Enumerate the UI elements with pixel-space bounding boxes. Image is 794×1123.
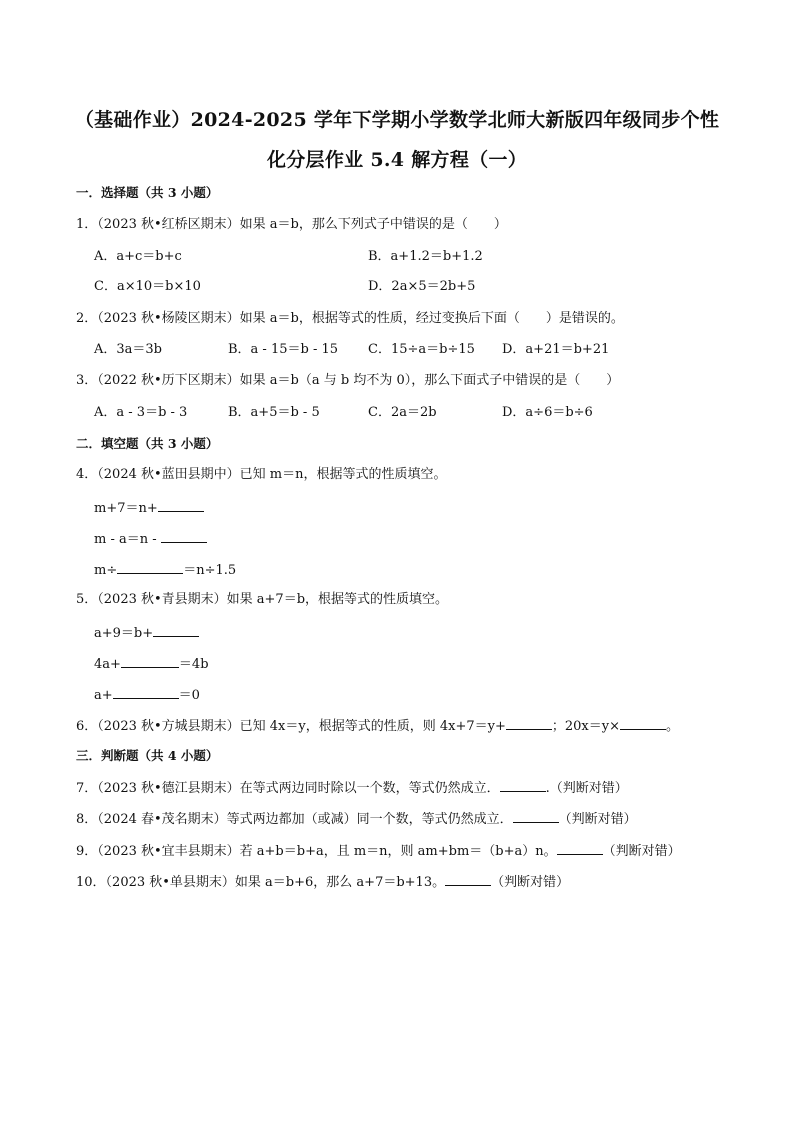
question-2-stem: 2．（2023 秋•杨陵区期末）如果 a＝b，根据等式的性质，经过变换后下面（ ）是错误的。	[76, 311, 624, 326]
question-5-line-1-text: a+9＝b+	[94, 626, 154, 641]
question-5-line-2	[94, 655, 209, 673]
question-2-option-b: B．a - 15＝b - 15	[228, 342, 339, 357]
question-4-stem: 4．（2024 秋•蓝田县期中）已知 m＝n，根据等式的性质填空。	[76, 467, 447, 482]
answer-blank[interactable]	[620, 717, 666, 730]
answer-blank[interactable]	[557, 842, 603, 855]
question-7-text-b: .（判断对错）	[545, 781, 628, 796]
question-4-line-1-text: m+7＝n+	[94, 501, 158, 516]
question-8-text-a: 8．（2024 春•茂名期末）等式两边都加（或减）同一个数，等式仍然成立．	[76, 812, 513, 827]
question-3-option-b: B．a+5＝b - 5	[228, 405, 320, 420]
answer-blank[interactable]	[117, 561, 183, 574]
question-5-line-3	[94, 686, 200, 704]
question-6-text-c: 。	[666, 719, 680, 734]
question-1-stem: 1．（2023 秋•红桥区期末）如果 a＝b，那么下列式子中错误的是（ ）	[76, 217, 507, 232]
question-1-option-b: B．a+1.2＝b+1.2	[368, 249, 483, 264]
answer-blank[interactable]	[158, 499, 204, 512]
question-2-option-c: C．15÷a＝b÷15	[368, 342, 475, 357]
question-10-text-a: 10．（2023 秋•单县期末）如果 a＝b+6，那么 a+7＝b+13。	[76, 875, 446, 890]
answer-blank[interactable]	[513, 810, 559, 823]
question-1-option-a: A．a+c＝b+c	[94, 249, 182, 264]
question-4-line-1	[94, 499, 204, 517]
question-4-line-2	[94, 530, 207, 548]
question-10-text-b: （判断对错）	[491, 875, 570, 890]
question-3-option-a: A．a - 3＝b - 3	[94, 405, 188, 420]
document-title-line-2: 化分层作业 5.4 解方程（一）	[266, 149, 528, 171]
question-1-option-c: C．a×10＝b×10	[94, 279, 201, 294]
section-heading-fill-blank: 二．填空题（共 3 小题）	[76, 436, 219, 451]
answer-blank[interactable]	[500, 779, 546, 792]
question-4-line-3	[94, 561, 236, 579]
answer-blank[interactable]	[113, 686, 179, 699]
answer-blank[interactable]	[506, 717, 552, 730]
question-4-line-3-text-a: m÷	[94, 563, 118, 578]
question-5-line-3-text-b: ＝0	[178, 688, 200, 703]
question-3-stem: 3．（2022 秋•历下区期末）如果 a＝b（a 与 b 均不为 0），那么下面式子中错误的是（ ）	[76, 373, 620, 388]
document-title-line-1: （基础作业）2024-2025 学年下学期小学数学北师大新版四年级同步个性	[74, 109, 720, 131]
question-5-stem: 5．（2023 秋•青县期末）如果 a+7＝b，根据等式的性质填空。	[76, 592, 449, 607]
question-9-text-a: 9．（2023 秋•宜丰县期末）若 a+b＝b+a，且 m＝n，则 am+bm＝（b+a）n。	[76, 844, 557, 859]
question-8-text-b: （判断对错）	[558, 812, 637, 827]
question-2-option-d: D．a+21＝b+21	[502, 342, 610, 357]
answer-blank[interactable]	[161, 530, 207, 543]
answer-blank[interactable]	[445, 873, 491, 886]
question-6-text-b: ；20x＝y×	[551, 719, 620, 734]
question-8	[76, 810, 637, 828]
question-3-option-c: C．2a＝2b	[368, 405, 437, 420]
question-10	[76, 873, 569, 891]
section-heading-true-false: 三．判断题（共 4 小题）	[76, 748, 219, 763]
question-9-text-b: （判断对错）	[602, 844, 681, 859]
question-5-line-2-text-a: 4a+	[94, 657, 121, 672]
question-4-line-3-text-b: ＝n÷1.5	[183, 563, 237, 578]
question-5-line-3-text-a: a+	[94, 688, 113, 703]
question-7	[76, 779, 628, 797]
question-2-option-a: A．3a＝3b	[94, 342, 163, 357]
question-1-option-d: D．2a×5＝2b+5	[368, 279, 476, 294]
question-6	[76, 717, 679, 735]
section-heading-choice: 一．选择题（共 3 小题）	[76, 185, 219, 200]
answer-blank[interactable]	[153, 624, 199, 637]
question-6-text-a: 6．（2023 秋•方城县期末）已知 4x＝y，根据等式的性质，则 4x+7＝y+	[76, 719, 506, 734]
question-5-line-1	[94, 624, 199, 642]
question-5-line-2-text-b: ＝4b	[178, 657, 209, 672]
question-4-line-2-text: m - a＝n -	[94, 532, 161, 547]
question-9	[76, 842, 681, 860]
question-7-text-a: 7．（2023 秋•德江县期末）在等式两边同时除以一个数，等式仍然成立．	[76, 781, 500, 796]
question-3-option-d: D．a÷6＝b÷6	[502, 405, 593, 420]
answer-blank[interactable]	[121, 655, 179, 668]
